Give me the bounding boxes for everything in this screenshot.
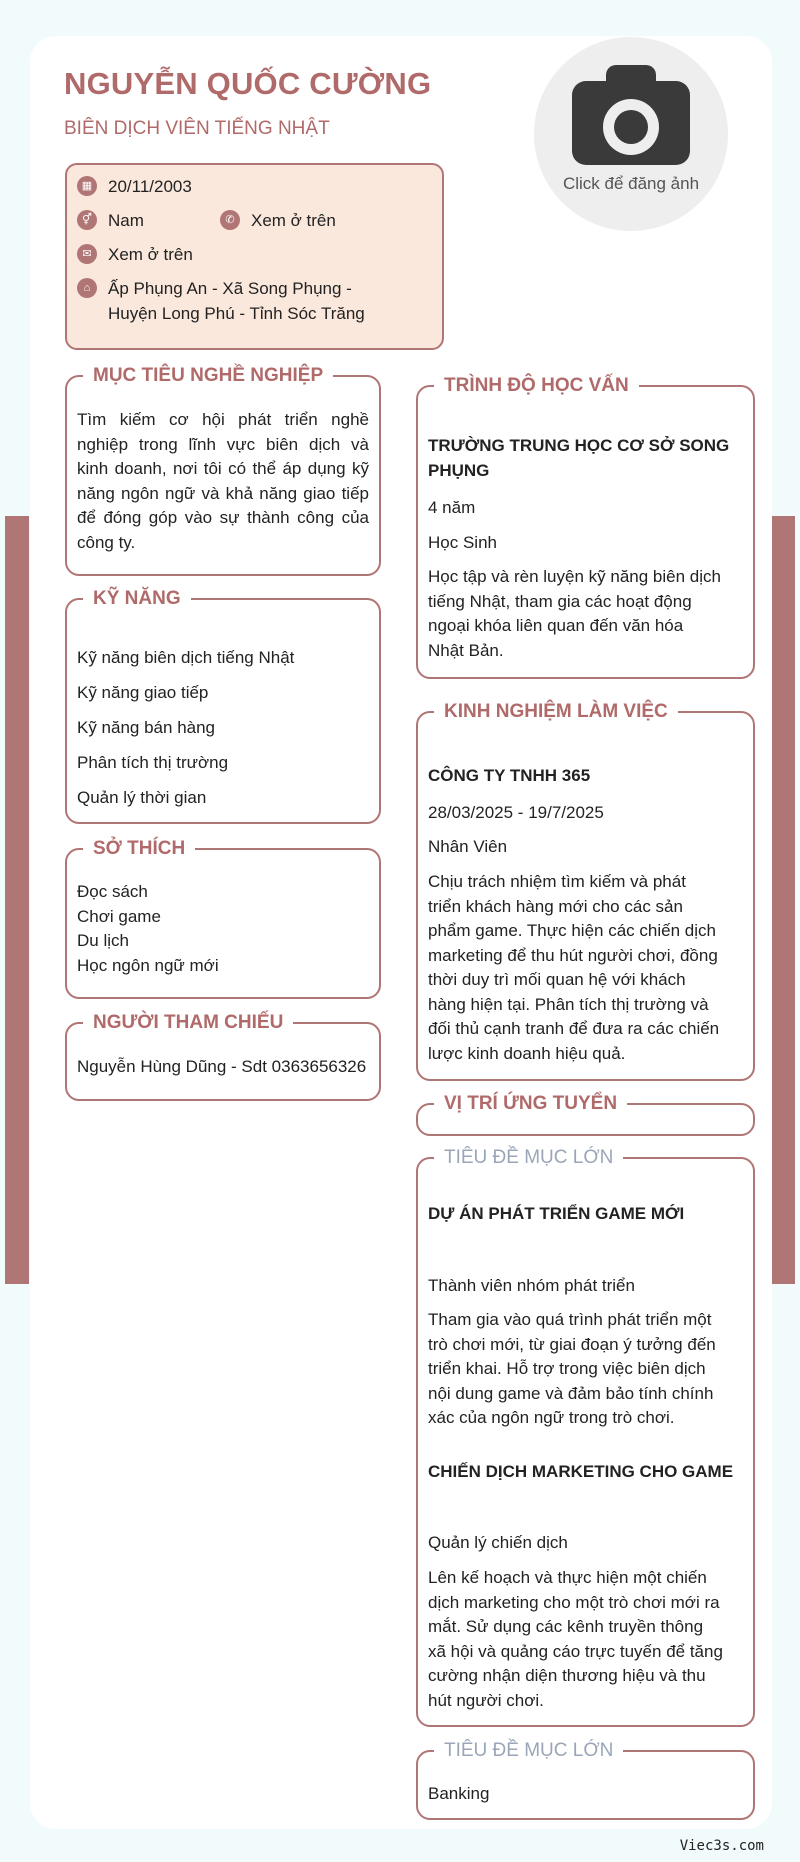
email: Xem ở trên (108, 245, 193, 264)
right-decor-bar (771, 516, 795, 1284)
address-line-2: Huyện Long Phú - Tỉnh Sóc Trăng (108, 304, 365, 323)
experience-role: Nhân Viên (428, 837, 508, 856)
experience-period: 28/03/2025 - 19/7/2025 (428, 803, 604, 822)
extra-text: Banking (428, 1784, 490, 1803)
hobby-item: Du lịch (77, 931, 129, 950)
skills-section (65, 588, 381, 824)
objective-section (65, 365, 381, 576)
education-title: TRÌNH ĐỘ HỌC VẤN (434, 374, 639, 398)
projects-section (416, 1147, 755, 1727)
camera-lens-inner-icon (614, 110, 648, 144)
hobby-item: Đọc sách (77, 882, 148, 901)
position-section (416, 1093, 755, 1136)
hobby-item: Chơi game (77, 907, 161, 926)
left-decor-bar (5, 516, 29, 1284)
education-description: Học tập và rèn luyện kỹ năng biên dịch tiếng Nhật, tham gia các hoạt động ngoại khóa liên quan đến văn hóa Nhật Bản. (428, 567, 721, 660)
extra-section (416, 1740, 755, 1820)
project-description: Tham gia vào quá trình phát triển một trò chơi mới, từ giai đoạn ý tưởng đến triển khai. Hỗ trợ trong việc biên dịch nội dung game và đảm bảo tính chính xác của ngôn ngữ trong trò chơi. (428, 1310, 716, 1427)
position-title: VỊ TRÍ ỨNG TUYỂN (434, 1092, 627, 1116)
skill-item: Kỹ năng giao tiếp (77, 683, 209, 702)
home-icon: ⌂ (77, 278, 97, 298)
site-watermark: Viec3s.com (679, 1838, 764, 1854)
projects-title: TIÊU ĐỀ MỤC LỚN (434, 1146, 623, 1170)
candidate-name: NGUYỄN QUỐC CƯỜNG (64, 66, 432, 101)
references-section (65, 1012, 381, 1101)
hobbies-section (65, 838, 381, 999)
extra-title: TIÊU ĐỀ MỤC LỚN (434, 1739, 623, 1763)
skills-title: KỸ NĂNG (83, 587, 191, 611)
skill-item: Kỹ năng biên dịch tiếng Nhật (77, 648, 295, 667)
project-description: Lên kế hoạch và thực hiện một chiến dịch marketing cho một trò chơi mới ra mắt. Sử dụng các kênh truyền thông xã hội và quảng cáo trực tuyến để tăng cường nhận diện thương hiệu và thu hút người chơi. (428, 1568, 723, 1710)
phone-icon: ✆ (220, 210, 240, 230)
experience-description: Chịu trách nhiệm tìm kiếm và phát triển khách hàng mới cho các sản phẩm game. Thực hiện các chiến dịch marketing để thu hút người chơi, đồng thời duy trì mối quan hệ với khách hàng hiện tại. Phân tích thị trường và đối thủ cạnh tranh để đưa ra các chiến lược kinh doanh hiệu quả. (428, 872, 720, 1063)
calendar-icon: ▦ (77, 176, 97, 196)
objective-title: MỤC TIÊU NGHỀ NGHIỆP (83, 364, 333, 388)
job-title: BIÊN DỊCH VIÊN TIẾNG NHẬT (64, 118, 330, 139)
education-duration: 4 năm (428, 498, 476, 517)
hobby-item: Học ngôn ngữ mới (77, 956, 219, 975)
company-name: CÔNG TY TNHH 365 (428, 766, 591, 785)
experience-section (416, 701, 755, 1081)
mail-icon: ✉ (77, 244, 97, 264)
school-name: TRƯỜNG TRUNG HỌC CƠ SỞ SONG PHỤNG (428, 436, 730, 480)
education-role: Học Sinh (428, 533, 497, 552)
project-name: CHIẾN DỊCH MARKETING CHO GAME (428, 1462, 734, 1481)
skill-item: Quản lý thời gian (77, 788, 207, 807)
address-line-1: Ấp Phụng An - Xã Song Phụng - (108, 279, 352, 298)
references-title: NGƯỜI THAM CHIẾU (83, 1011, 293, 1035)
project-name: DỰ ÁN PHÁT TRIỂN GAME MỚI (428, 1204, 685, 1223)
hobbies-title: SỞ THÍCH (83, 837, 195, 861)
objective-text: Tìm kiếm cơ hội phát triển nghề nghiệp trong lĩnh vực biên dịch và kinh doanh, nơi tôi có thể áp dụng kỹ năng ngôn ngữ và khả năng giao tiếp để đóng góp vào sự thành công của công ty. (77, 410, 369, 552)
gender: Nam (108, 211, 144, 230)
experience-title: KINH NGHIỆM LÀM VIỆC (434, 700, 678, 724)
project-role: Thành viên nhóm phát triển (428, 1276, 635, 1295)
skill-item: Phân tích thị trường (77, 753, 229, 772)
education-section (416, 375, 755, 679)
phone: Xem ở trên (251, 211, 336, 230)
photo-upload[interactable] (534, 37, 728, 231)
birthday: 20/11/2003 (108, 177, 192, 196)
personal-info-box (65, 163, 444, 350)
reference-text: Nguyễn Hùng Dũng - Sdt 0363656326 (77, 1057, 367, 1076)
project-role: Quản lý chiến dịch (428, 1533, 568, 1552)
gender-icon: ⚥ (77, 210, 97, 230)
photo-upload-label: Click để đăng ảnh (562, 174, 700, 193)
skill-item: Kỹ năng bán hàng (77, 718, 216, 737)
